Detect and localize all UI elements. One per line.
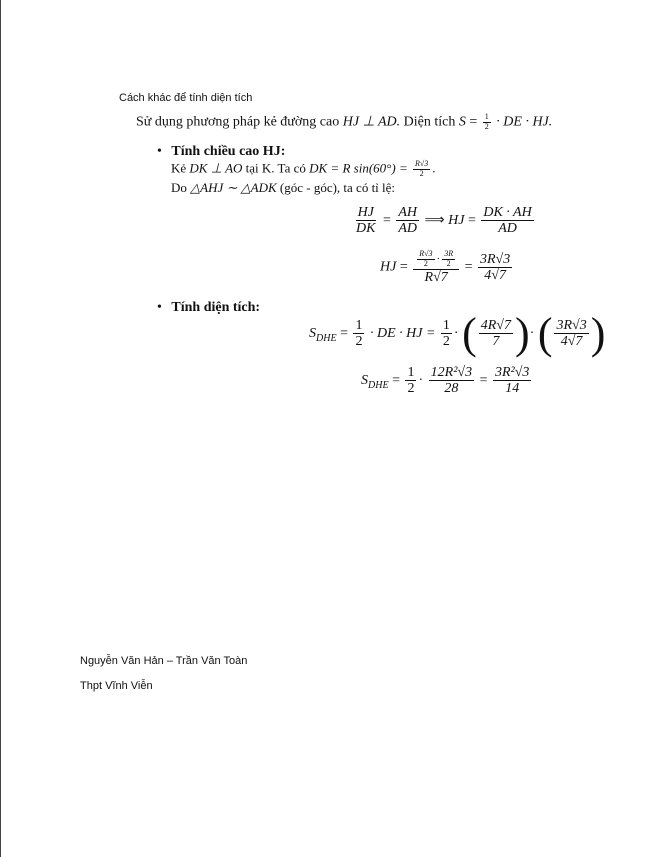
section1-line1: Kẻ DK ⊥ AO tại K. Ta có DK = R sin(60°) = $\frac{R√3}{2}$ . — [171, 159, 436, 178]
intro-area-label: Diện tích — [403, 114, 456, 130]
footer-school: Thpt Vĩnh Viễn — [80, 680, 153, 692]
line2-sim: △AHJ ∼ △ADK — [190, 180, 277, 195]
section1-title: Tính chiều cao HJ: — [171, 144, 286, 159]
bullet-icon: • — [157, 144, 162, 159]
section1-line2 — [171, 180, 395, 196]
intro-S: S — [458, 114, 466, 130]
line2-b: (góc - góc), ta có tỉ lệ: — [279, 180, 396, 195]
line2-a: Do — [171, 180, 187, 195]
section2-title-row — [157, 300, 260, 316]
line1-b: tại K. Ta có — [245, 160, 306, 176]
equation-hj: HJ = $\frac{R√3}{2}$ · $\frac{3R}{2}$ R√7 = $\frac{3R√3}{4√7}$ — [380, 249, 511, 285]
intro-perp: HJ ⊥ AD. — [342, 114, 401, 130]
intro-text: Sử dụng phương pháp kẻ đường cao — [136, 114, 340, 130]
intro-line: Sử dụng phương pháp kẻ đường cao HJ ⊥ AD. Diện tích S = $\frac{1}{2}$ · DE · HJ. — [136, 112, 553, 131]
bullet-icon: • — [157, 300, 162, 315]
line1-eq: DK = R sin(60°) = — [309, 160, 408, 176]
line1-perp: DK ⊥ AO — [189, 160, 243, 176]
section1-title-row — [157, 144, 285, 160]
implies-icon: ⟹ — [424, 213, 445, 229]
line1-frac: $\frac{R√3}{2}$ — [414, 159, 429, 178]
equation-ratio: $\frac{HJ}{DK}$ = $\frac{AH}{AD}$ ⟹ HJ = $\frac{DK \cdot AH}{AD}$ — [356, 205, 532, 237]
heading: Cách khác để tính diện tích — [119, 92, 253, 104]
equation-area: $S_{DHE}$ = $\frac{1}{2}$ · DE · HJ = $\frac{1}{2}$ · ( $\frac{4R√7}{7}$ )· ( $\frac{3R√3}{4√7}$ ) — [309, 308, 606, 358]
intro-half: $\frac{1}{2}$ — [484, 112, 489, 131]
intro-de-hj: · DE · HJ. — [496, 114, 553, 130]
line1-a: Kẻ — [171, 160, 187, 176]
page-edge — [0, 0, 1, 857]
equation-area-result: $S_{DHE}$ = $\frac{1}{2}$ · $\frac{\text{12R²√3}}{28}$ = $\frac{\text{3R²√3}}{14}$ — [361, 365, 530, 397]
footer-authors: Nguyễn Văn Hản – Trần Văn Toàn — [80, 655, 248, 667]
section2-title: Tính diện tích: — [171, 300, 261, 315]
